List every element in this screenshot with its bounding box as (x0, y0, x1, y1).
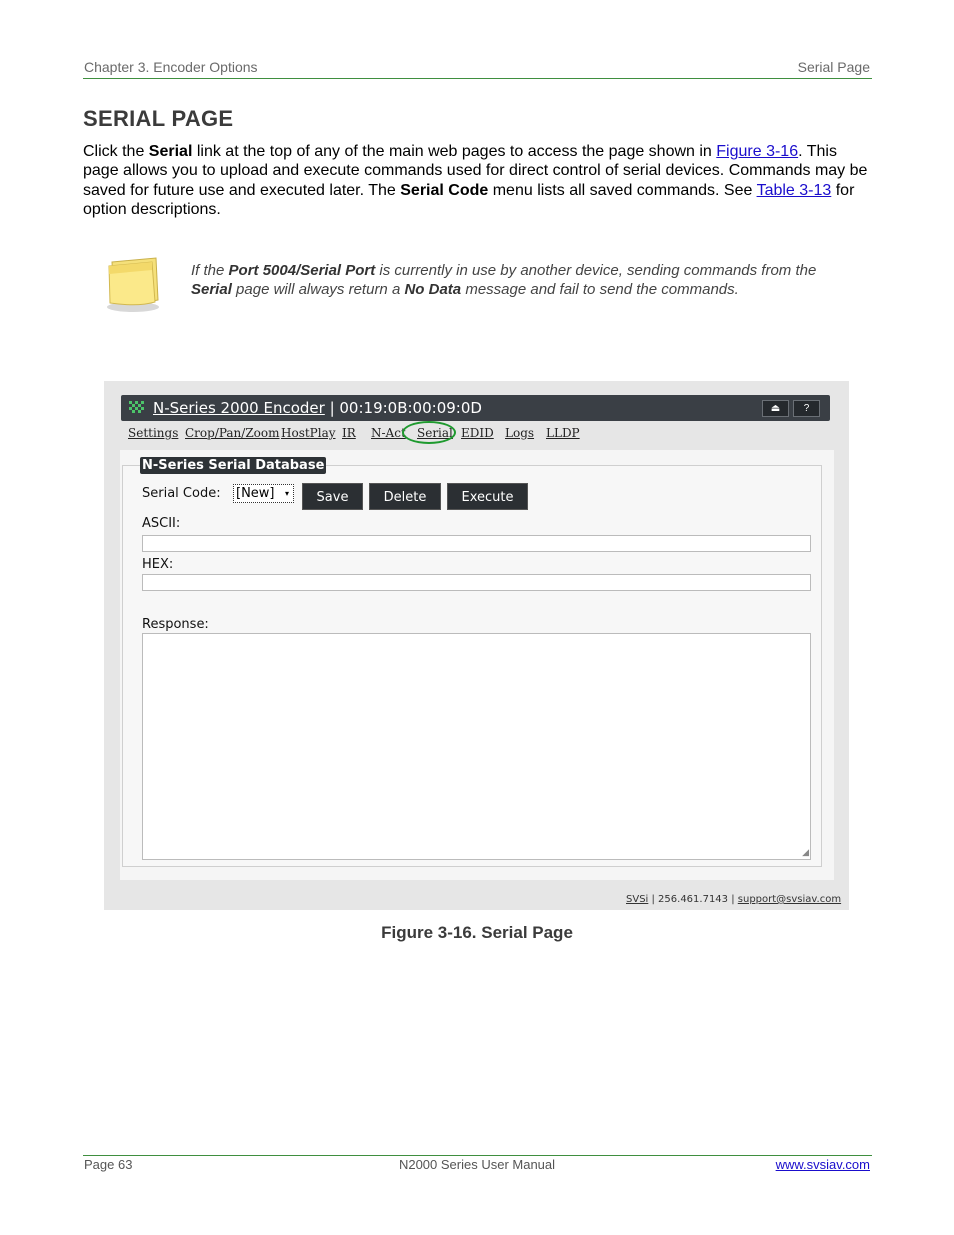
nav-edid[interactable]: EDID (461, 426, 494, 440)
nav-serial[interactable]: Serial (417, 426, 453, 440)
nav-ir[interactable]: IR (342, 426, 356, 440)
serial-code-label: Serial Code: (142, 486, 221, 501)
hex-label: HEX: (142, 557, 174, 572)
fieldset-legend: N-Series Serial Database (142, 458, 325, 473)
footer-page-number: Page 63 (84, 1157, 133, 1172)
serial-page-figure (104, 381, 849, 910)
figure-caption: Figure 3-16. Serial Page (381, 923, 573, 942)
device-name-link[interactable]: N-Series 2000 Encoder (153, 399, 325, 417)
ascii-label: ASCII: (142, 516, 181, 531)
svsi-link[interactable]: SVSi (626, 894, 649, 905)
app-title-bar (121, 395, 830, 421)
serial-code-select[interactable]: [New] ▾ (233, 484, 294, 503)
intro-paragraph: Click the Serial link at the top of any of the main web pages to access the page shown in Figure 3-16. This page allows you to upload and execute commands used for direct control of serial devices. Commands may be saved for future use and executed later. The Serial Code menu lists all saved commands. See Table 3-13 for option descriptions. (83, 143, 868, 219)
app-title: N-Series 2000 Encoder | 00:19:0B:00:09:0D (153, 399, 482, 417)
response-textarea[interactable] (142, 633, 811, 860)
sticky-note-icon (100, 252, 166, 314)
note-text: If the Port 5004/Serial Port is currently in use by another device, sending commands from the Serial page will always return a No Data message and fail to send the commands. (191, 262, 817, 299)
chevron-down-icon: ▾ (284, 489, 289, 498)
nav-hostplay[interactable]: HostPlay (281, 426, 336, 440)
footer-rule (83, 1155, 872, 1156)
delete-button[interactable]: Delete (369, 483, 441, 510)
ascii-input[interactable] (142, 535, 811, 552)
response-label: Response: (142, 617, 209, 632)
table-link[interactable]: Table 3-13 (756, 181, 832, 199)
nav-n-act[interactable]: N-Act (371, 426, 406, 440)
figure-link[interactable]: Figure 3-16 (716, 143, 799, 160)
nav-settings[interactable]: Settings (128, 426, 179, 440)
section-title: SERIAL PAGE (83, 106, 234, 131)
serial-highlight-ring (402, 421, 456, 444)
footer-website-link[interactable]: www.svsiav.com (775, 1157, 870, 1172)
hex-input[interactable] (142, 574, 811, 591)
help-button[interactable]: ? (793, 400, 820, 417)
header-rule (83, 78, 872, 79)
nav-lldp[interactable]: LLDP (546, 426, 580, 440)
eject-button[interactable]: ⏏ (762, 400, 789, 417)
svsi-logo-icon (129, 401, 145, 415)
nav-logs[interactable]: Logs (505, 426, 535, 440)
nav-crop-pan-zoom[interactable]: Crop/Pan/Zoom (185, 426, 280, 440)
support-email-link[interactable]: support@svsiav.com (737, 894, 842, 905)
execute-button[interactable]: Execute (447, 483, 528, 510)
app-footer: SVSi | 256.461.7143 | support@svsiav.com (626, 894, 842, 905)
footer-manual-title: N2000 Series User Manual (398, 1157, 556, 1172)
resize-grip-icon[interactable]: ◢ (802, 847, 809, 857)
header-section: Serial Page (797, 59, 870, 75)
header-chapter: Chapter 3. Encoder Options (84, 59, 258, 75)
save-button[interactable]: Save (302, 483, 363, 510)
